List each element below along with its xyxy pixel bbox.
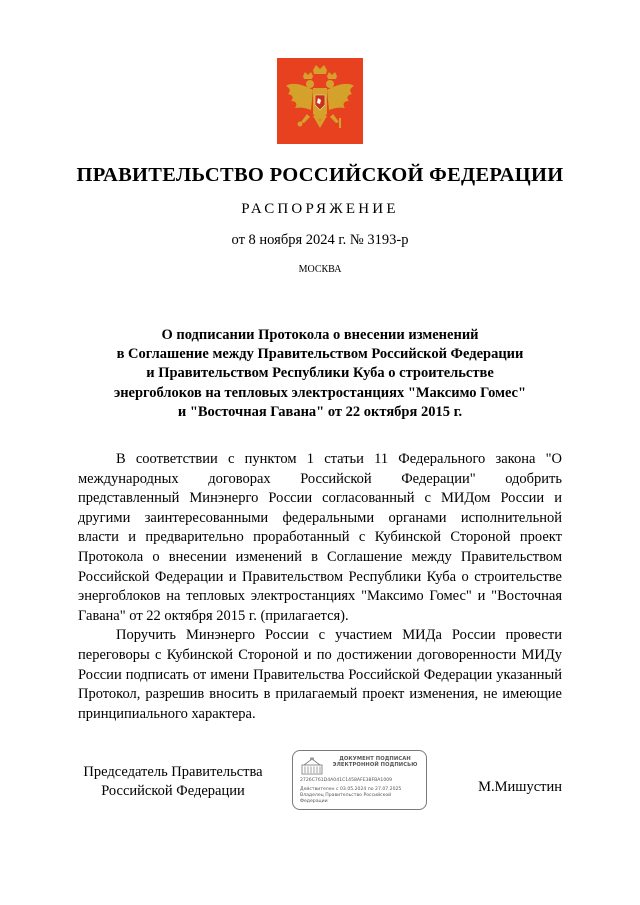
signatory-name: М.Мишустин bbox=[478, 779, 562, 795]
government-building-icon bbox=[301, 757, 323, 775]
subject-line: О подписании Протокола о внесении изменений bbox=[161, 327, 479, 343]
russian-coat-of-arms-icon bbox=[277, 58, 363, 144]
stamp-title-line: ДОКУМЕНТ ПОДПИСАН bbox=[339, 756, 411, 762]
document-subject bbox=[70, 326, 570, 422]
government-title: ПРАВИТЕЛЬСТВО РОССИЙСКОЙ ФЕДЕРАЦИИ bbox=[76, 164, 564, 186]
city: МОСКВА bbox=[298, 264, 342, 275]
subject-line: в Соглашение между Правительством Российской Федерации bbox=[116, 346, 524, 363]
signatory-position bbox=[64, 763, 282, 801]
signatory-position-line: Российской Федерации bbox=[101, 783, 245, 799]
document-body bbox=[78, 450, 562, 724]
stamp-owner-line: Федерации bbox=[300, 799, 328, 804]
electronic-signature-stamp bbox=[292, 750, 427, 810]
stamp-title-line: ЭЛЕКТРОННОЙ ПОДПИСЬЮ bbox=[332, 762, 418, 769]
stamp-owner-line: Владелец Правительство Российской bbox=[300, 793, 392, 798]
stamp-validity: Действителен с 03.05.2024 по 27.07.2025 bbox=[300, 787, 402, 792]
subject-line: энергоблоков на тепловых электростанциях "Максимо Гомес" bbox=[113, 384, 527, 401]
signatory-position-line: Председатель Правительства bbox=[83, 764, 263, 780]
subject-line: и Правительством Республики Куба о строительстве bbox=[146, 365, 494, 382]
document-type: РАСПОРЯЖЕНИЕ bbox=[241, 201, 399, 217]
body-paragraph: В соответствии с пунктом 1 статьи 11 Федерального закона "О международных договорах Российской Федерации" одобрить представленный Минэнерго России согласованный с МИДом России и другими заинтересованными федеральными органами исполнительной власти и предварительно проработанный с Кубинской Стороной проект Протокола о внесении изменений в Соглашение между Правительством Российской Федерации и Правительством Республики Куба о строительстве энергоблоков на тепловых электростанциях "Максимо Гомес" и "Восточная Гавана" от 22 октября 2015 г. (прилагается). bbox=[78, 451, 562, 624]
stamp-title bbox=[327, 756, 423, 769]
subject-line: и "Восточная Гавана" от 22 октября 2015 г. bbox=[177, 403, 463, 420]
body-paragraph: Поручить Минэнерго России с участием МИДа России провести переговоры с Кубинской Стороной и по достижении договоренности МИДу России подписать от имени Правительства Российской Федерации указанный Протокол, разрешив вносить в прилагаемый проект изменения, не имеющие принципиального характера. bbox=[78, 627, 562, 722]
stamp-certificate: 2726C761D4A041C1458AFE38FBA1009 bbox=[300, 778, 393, 783]
document-date-number: от 8 ноября 2024 г. № 3193-р bbox=[231, 232, 409, 248]
